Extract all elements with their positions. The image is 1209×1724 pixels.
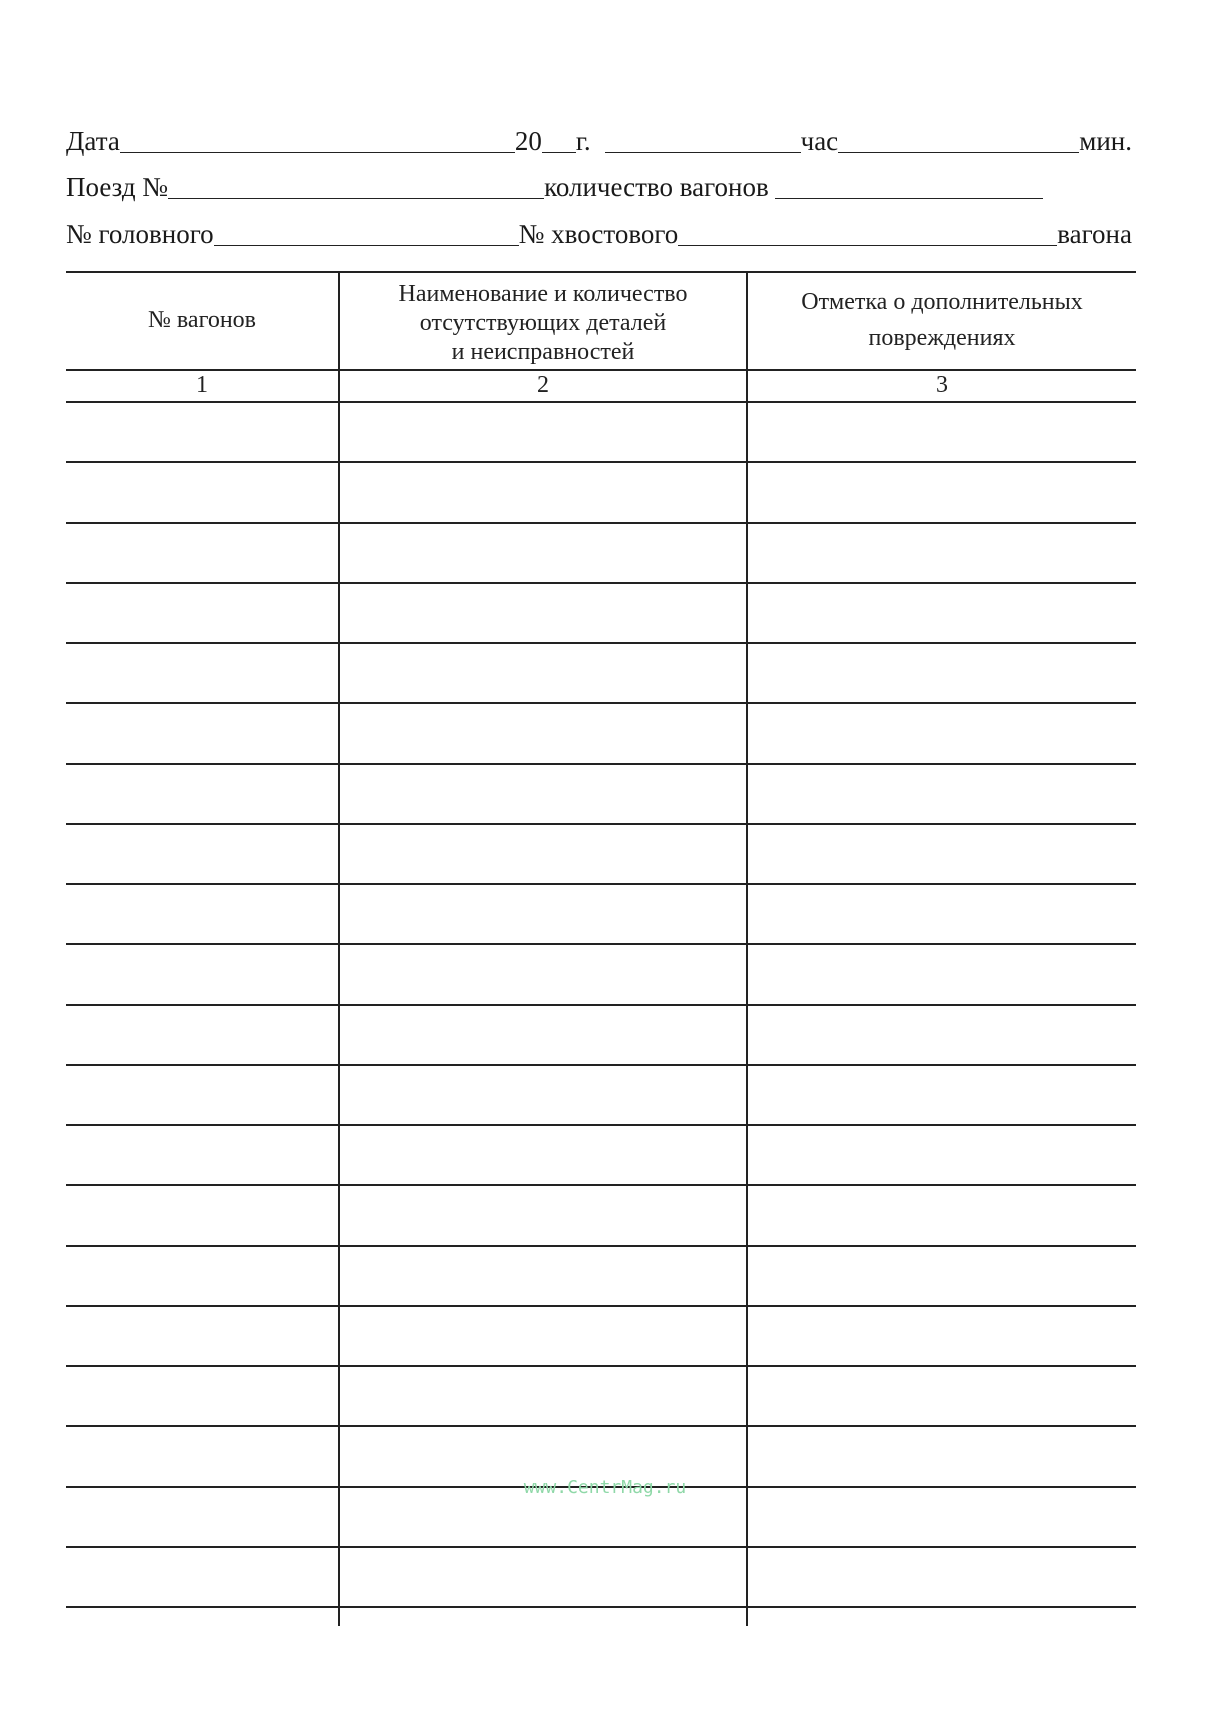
table-row-line <box>66 763 1136 765</box>
date-line <box>66 115 1132 155</box>
header-col2-line1: Наименование и количество <box>398 281 688 307</box>
car-label: вагона <box>1057 219 1132 249</box>
tail-car-label: № хвостового <box>518 219 679 249</box>
table-row-line <box>66 943 1136 945</box>
date-blank[interactable] <box>120 132 515 153</box>
header-col3-line1: Отметка о дополнительных <box>801 289 1083 315</box>
table-row-line <box>66 1064 1136 1066</box>
cars-count-label: количество вагонов <box>544 172 769 202</box>
header-col3-line2: повреждениях <box>868 325 1016 351</box>
table-row-line <box>66 1184 1136 1186</box>
year-blank[interactable] <box>542 132 576 153</box>
minute-blank[interactable] <box>838 132 1079 153</box>
table-row-line <box>66 1245 1136 1247</box>
column-divider-2 <box>746 271 748 1626</box>
date-label: Дата <box>66 126 120 156</box>
train-line <box>66 161 1132 201</box>
table-row-line <box>66 1365 1136 1367</box>
cars-line <box>66 208 1132 248</box>
hour-blank[interactable] <box>605 132 801 153</box>
table-row-line <box>66 883 1136 885</box>
table-row-line <box>66 1425 1136 1427</box>
table-row-line <box>66 1004 1136 1006</box>
minute-label: мин. <box>1079 126 1132 156</box>
column-number-2: 2 <box>537 372 549 398</box>
header-car-numbers <box>66 272 338 369</box>
header-additional-damage <box>748 272 1136 369</box>
head-car-blank[interactable] <box>214 225 519 246</box>
watermark: www.CentrMag.ru <box>523 1477 687 1498</box>
head-car-label: № головного <box>66 219 214 249</box>
table-row-line <box>66 582 1136 584</box>
year-suffix: г. <box>575 126 591 156</box>
table-row-line <box>66 1124 1136 1126</box>
header-col2-line3: и неисправностей <box>451 339 635 365</box>
table-row-line <box>66 1546 1136 1548</box>
table-row-line <box>66 702 1136 704</box>
cars-count-blank[interactable] <box>775 178 1043 199</box>
train-label: Поезд № <box>66 172 169 202</box>
year-prefix: 20 <box>514 126 542 156</box>
header-col1-text: № вагонов <box>148 306 256 333</box>
tail-car-blank[interactable] <box>678 225 1057 246</box>
table-row-line <box>66 1606 1136 1608</box>
table-row-line <box>66 461 1136 463</box>
table-row-line <box>66 522 1136 524</box>
table-row-line <box>66 823 1136 825</box>
table-row-line <box>66 642 1136 644</box>
train-number-blank[interactable] <box>168 178 544 199</box>
table-row-line <box>66 1305 1136 1307</box>
numbers-bottom-border <box>66 401 1136 403</box>
header-col2-line2: отсутствующих деталей <box>419 310 667 336</box>
hour-label: час <box>800 126 839 156</box>
column-divider-1 <box>338 271 340 1626</box>
header-missing-parts <box>340 272 746 369</box>
column-number-3: 3 <box>936 372 948 398</box>
column-number-1: 1 <box>196 372 208 398</box>
